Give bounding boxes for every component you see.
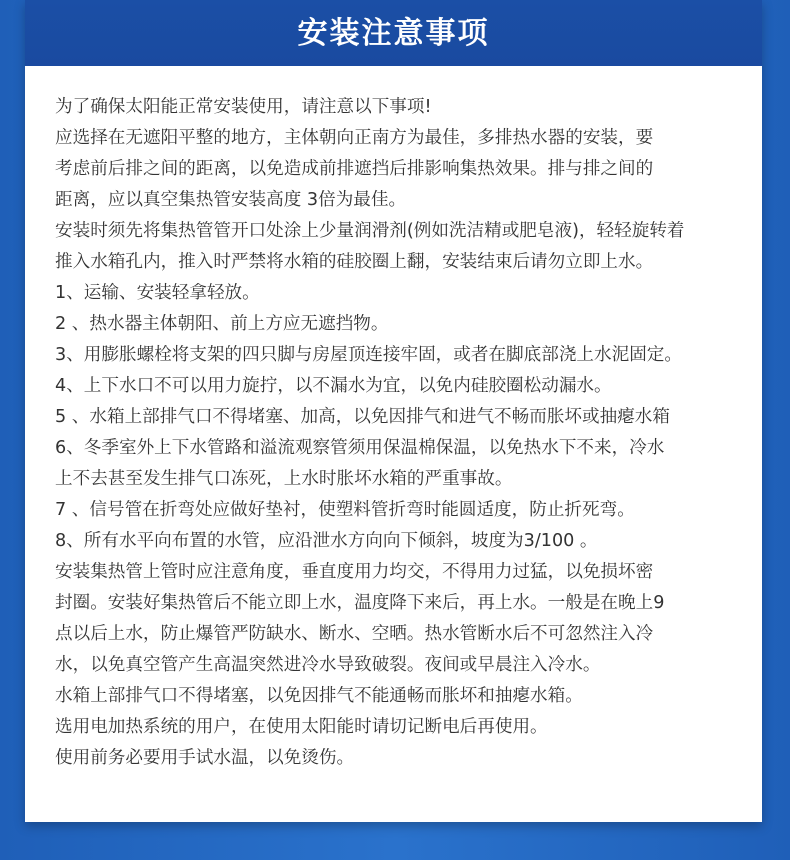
text-line: 水，以免真空管产生高温突然进冷水导致破裂。夜间或早晨注入冷水。 [55, 655, 601, 675]
list-item: 4、上下水口不可以用力旋拧，以不漏水为宜，以免内硅胶圈松动漏水。 [55, 376, 612, 396]
text-line: 推入水箱孔内，推入时严禁将水箱的硅胶圈上翻，安装结束后请勿立即上水。 [55, 252, 654, 272]
list-item: 2 、热水器主体朝阳、前上方应无遮挡物。 [55, 314, 389, 334]
list-item: 5 、水箱上部排气口不得堵塞、加高，以免因排气和进气不畅而胀坏或抽瘪水箱 [55, 407, 670, 427]
text-line: 使用前务必要用手试水温，以免烫伤。 [55, 748, 355, 768]
text-line: 为了确保太阳能正常安装使用，请注意以下事项! [55, 97, 432, 117]
notice-body [55, 92, 745, 774]
text-line: 上不去甚至发生排气口冻死，上水时胀坏水箱的严重事故。 [55, 469, 513, 489]
page-title: 安装注意事项 [297, 16, 490, 51]
text-line: 考虑前后排之间的距离，以免造成前排遮挡后排影响集热效果。排与排之间的 [55, 159, 654, 179]
list-item: 7 、信号管在折弯处应做好垫衬，使塑料管折弯时能圆适度，防止折死弯。 [55, 500, 635, 520]
header-banner [25, 0, 762, 66]
text-line: 距离，应以真空集热管安装高度 3倍为最佳。 [55, 190, 407, 210]
list-item: 8、所有水平向布置的水管，应沿泄水方向向下倾斜，坡度为3/100 。 [55, 531, 598, 551]
list-item: 1、运输、安装轻拿轻放。 [55, 283, 260, 303]
text-line: 安装集热管上管时应注意角度，垂直度用力均交，不得用力过猛，以免损坏密 [55, 562, 654, 582]
list-item: 3、用膨胀螺栓将支架的四只脚与房屋顶连接牢固，或者在脚底部浇上水泥固定。 [55, 345, 682, 365]
text-line: 选用电加热系统的用户，在使用太阳能时请切记断电后再使用。 [55, 717, 548, 737]
text-line: 安装时须先将集热管管开口处涂上少量润滑剂(例如洗洁精或肥皂液)，轻轻旋转着 [55, 221, 685, 241]
notice-card [25, 0, 762, 822]
text-line: 水箱上部排气口不得堵塞，以免因排气不能通畅而胀坏和抽瘪水箱。 [55, 686, 583, 706]
text-line: 应选择在无遮阳平整的地方，主体朝向正南方为最佳，多排热水器的安装，要 [55, 128, 654, 148]
list-item: 6、冬季室外上下水管路和溢流观察管须用保温棉保温，以免热水下不来，冷水 [55, 438, 665, 458]
text-line: 封圈。安装好集热管后不能立即上水，温度降下来后，再上水。一般是在晚上9 [55, 593, 665, 613]
text-line: 点以后上水，防止爆管严防缺水、断水、空晒。热水管断水后不可忽然注入冷 [55, 624, 654, 644]
